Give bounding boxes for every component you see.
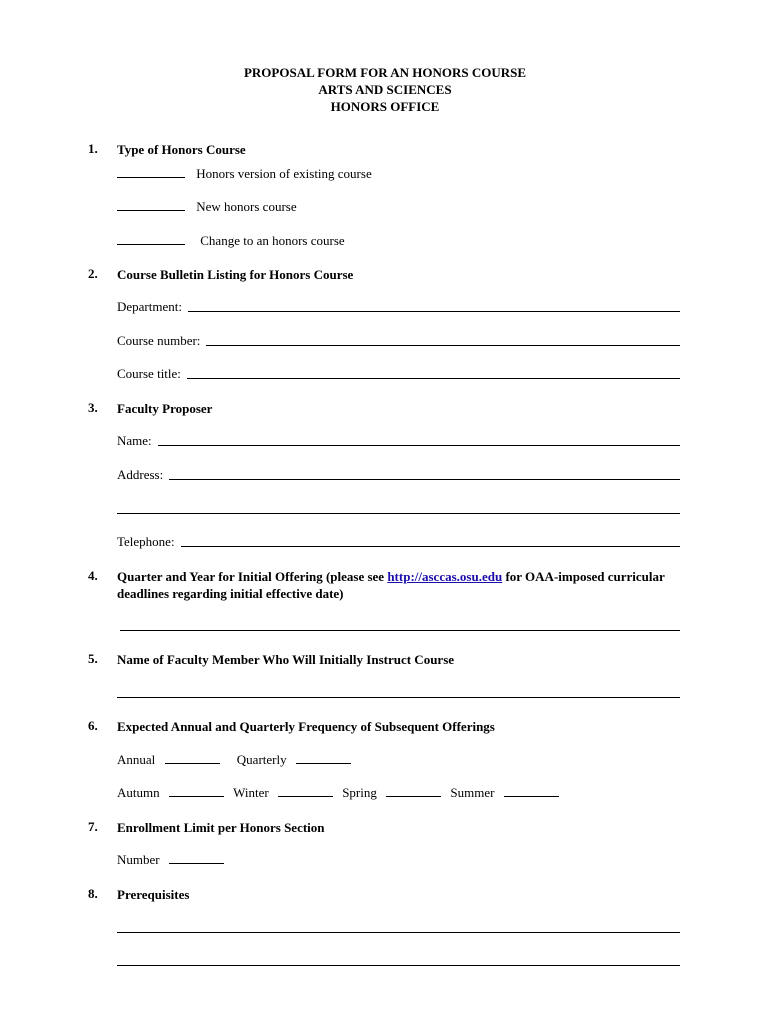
name-line[interactable] [158,445,680,446]
section-4-number: 4. [88,568,98,583]
address-line-2[interactable] [117,513,680,514]
address-label: Address: [117,467,164,482]
course-number-line[interactable] [206,345,680,346]
course-number-label: Course number: [117,333,201,348]
option-blank[interactable] [117,200,185,211]
section-1-title: Type of Honors Course [117,142,246,157]
section-2-number: 2. [88,266,98,281]
telephone-line[interactable] [181,546,680,547]
section-8-title: Prerequisites [117,887,190,902]
name-label: Name: [117,433,152,448]
quarterly-label: Quarterly [236,752,287,767]
summer-label: Summer [450,785,495,800]
section-3-number: 3. [88,400,98,415]
enrollment-number-row [117,852,224,868]
section-6-number: 6. [88,718,98,733]
annual-blank[interactable] [165,753,220,764]
section-4-title [117,568,677,602]
quarters-row [117,785,559,801]
form-header [0,64,770,115]
address-field[interactable] [117,467,680,483]
prerequisites-line-2[interactable] [117,965,680,966]
section-3-title: Faculty Proposer [117,401,213,416]
department-field[interactable] [117,299,680,315]
course-title-line[interactable] [187,378,680,379]
course-number-field[interactable] [117,333,680,349]
section-4-title-post: for OAA-imposed curricular deadlines regarding initial effective date) [117,569,665,601]
option-new-course[interactable] [117,199,297,215]
department-label: Department: [117,299,182,314]
instructor-line[interactable] [117,697,680,698]
section-8-number: 8. [88,886,98,901]
option-label: Change to an honors course [200,233,345,248]
number-blank[interactable] [169,853,224,864]
course-title-label: Course title: [117,366,181,381]
option-honors-version[interactable] [117,166,372,182]
summer-blank[interactable] [504,786,559,797]
annual-label: Annual [117,752,156,767]
telephone-label: Telephone: [117,534,175,549]
quarterly-blank[interactable] [296,753,351,764]
section-7-title: Enrollment Limit per Honors Section [117,820,325,835]
section-5-title: Name of Faculty Member Who Will Initially Instruct Course [117,652,455,667]
frequency-row [117,752,351,768]
section-5-number: 5. [88,651,98,666]
form-title: PROPOSAL FORM FOR AN HONORS COURSE [243,65,527,80]
address-line[interactable] [169,479,680,480]
spring-label: Spring [342,785,377,800]
number-label: Number [117,852,160,867]
winter-label: Winter [233,785,269,800]
option-change-course[interactable] [117,233,345,249]
section-7-number: 7. [88,819,98,834]
section-1-number: 1. [88,141,98,156]
option-blank[interactable] [117,234,185,245]
option-label: New honors course [196,199,297,214]
name-field[interactable] [117,433,680,449]
spring-blank[interactable] [386,786,441,797]
autumn-label: Autumn [117,785,160,800]
form-subtitle-college: ARTS AND SCIENCES [318,82,452,97]
winter-blank[interactable] [278,786,333,797]
form-subtitle-office: HONORS OFFICE [330,99,440,114]
section-6-title: Expected Annual and Quarterly Frequency of Subsequent Offerings [117,719,495,734]
prerequisites-line-1[interactable] [117,932,680,933]
initial-offering-line[interactable] [120,630,680,631]
department-line[interactable] [188,311,680,312]
option-label: Honors version of existing course [196,166,372,181]
autumn-blank[interactable] [169,786,224,797]
asccas-link[interactable]: http://asccas.osu.edu [387,569,503,584]
section-2-title: Course Bulletin Listing for Honors Course [117,267,354,282]
telephone-field[interactable] [117,534,680,550]
section-4-title-pre: Quarter and Year for Initial Offering (please see [117,569,388,584]
option-blank[interactable] [117,167,185,178]
course-title-field[interactable] [117,366,680,382]
